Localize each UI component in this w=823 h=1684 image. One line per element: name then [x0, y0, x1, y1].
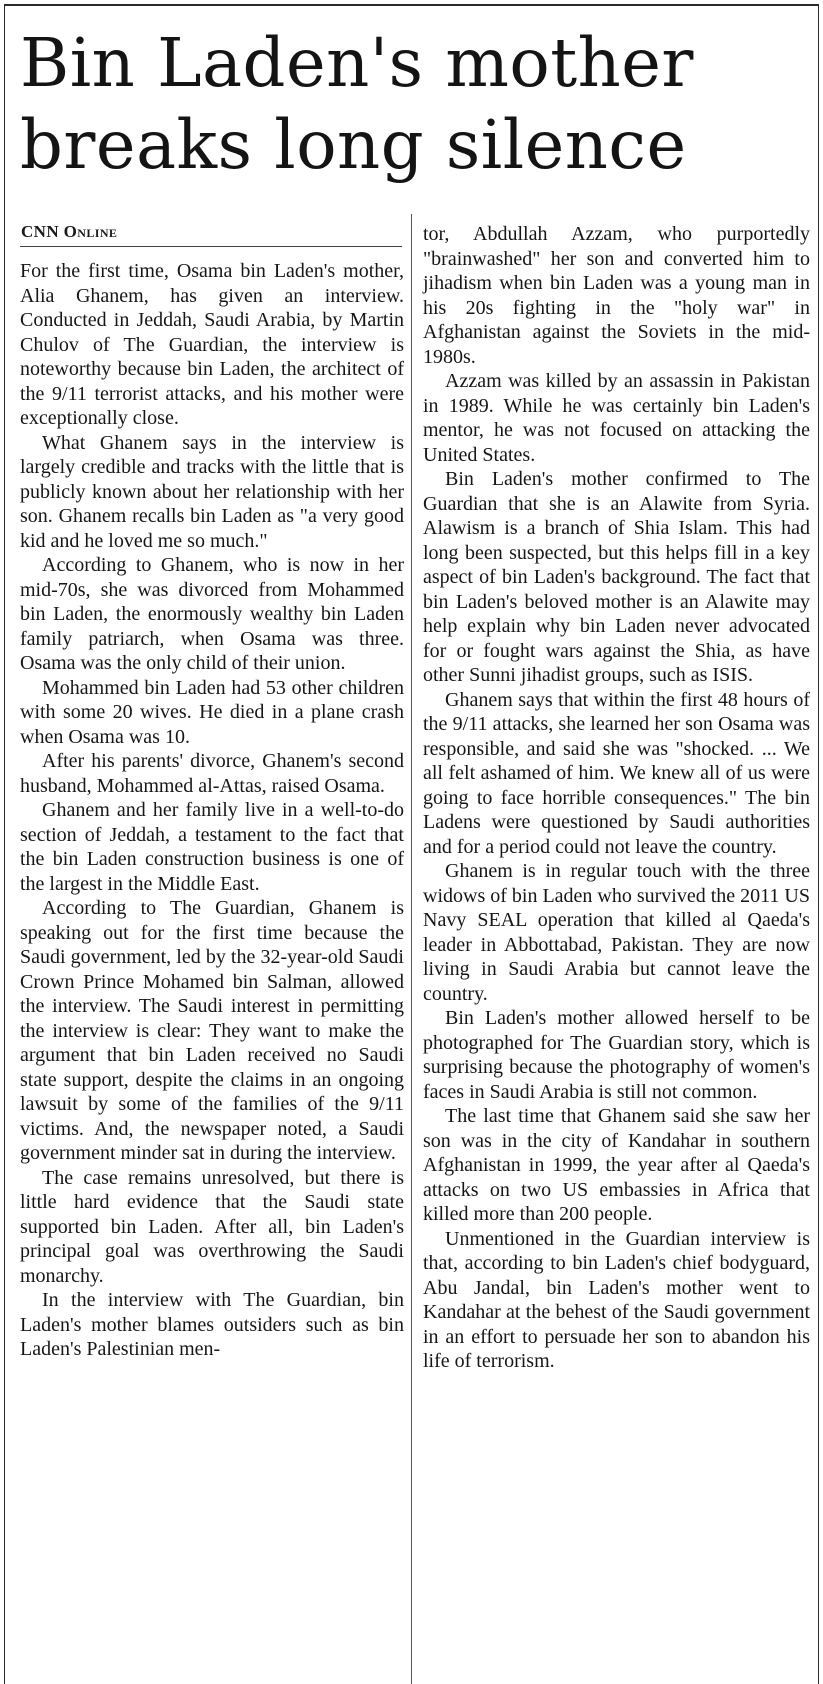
paragraph: In the interview with The Guardian, bin Laden's mother blames outsiders such as bin Laden's Palestinian men-: [20, 1289, 404, 1360]
article-source-byline: CNN Online: [21, 222, 118, 241]
article-headline: Bin Laden's mother breaks long silence: [20, 24, 694, 184]
paragraph: After his parents' divorce, Ghanem's second husband, Mohammed al-Attas, raised Osama.: [20, 750, 404, 797]
paragraph: What Ghanem says in the interview is largely credible and tracks with the little that is publicly known about her relationship with her son. Ghanem recalls bin Laden as "a very good kid and he loved me so much.": [20, 431, 404, 552]
paragraph: Bin Laden's mother confirmed to The Guardian that she is an Alawite from Syria. Alawism is a branch of Shia Islam. This had long been suspected, but this helps fill in a key aspect of bin Laden's background. The fact that bin Laden's beloved mother is an Alawite may help explain why bin Laden never advocated for or fought wars against the Shia, as have other Sunni jihadist groups, such as ISIS.: [423, 468, 810, 686]
column-divider: [411, 214, 412, 1684]
paragraph: Ghanem says that within the first 48 hours of the 9/11 attacks, she learned her son Osama was responsible, and said she was "shocked. ... We all felt ashamed of him. We knew all of us were going to face horrible consequences." The bin Ladens were questioned by Saudi authorities and for a period could not leave the country.: [423, 688, 810, 858]
paragraph: Bin Laden's mother allowed herself to be photographed for The Guardian story, which is surprising because the photography of women's faces in Saudi Arabia is still not common.: [423, 1007, 810, 1103]
paragraph: According to The Guardian, Ghanem is speaking out for the first time because the Saudi government, led by the 32-year-old Saudi Crown Prince Mohamed bin Salman, allowed the interview. The Saudi interest in permitting the interview is clear: They want to make the argument that bin Laden received no Saudi state support, despite the claims in an ongoing lawsuit by some of the families of the 9/11 victims. And, the newspaper noted, a Saudi government minder sat in during the interview.: [20, 897, 404, 1164]
paragraph: The case remains unresolved, but there is little hard evidence that the Saudi state supported bin Laden. After all, bin Laden's principal goal was overthrowing the Saudi monarchy.: [20, 1166, 404, 1287]
paragraph: Ghanem is in regular touch with the three widows of bin Laden who survived the 2011 US Navy SEAL operation that killed al Qaeda's leader in Abbottabad, Pakistan. They are now living in Saudi Arabia but cannot leave the country.: [423, 860, 810, 1005]
byline-rule: [20, 246, 402, 247]
article-column-right: [423, 222, 810, 1374]
paragraph: For the first time, Osama bin Laden's mother, Alia Ghanem, has given an interview. Conducted in Jeddah, Saudi Arabia, by Martin Chulov of The Guardian, the interview is noteworthy because bin Laden, the architect of the 9/11 terrorist attacks, and his mother were exceptionally close.: [20, 260, 404, 429]
paragraph: According to Ghanem, who is now in her mid-70s, she was divorced from Mohammed bin Laden, the enormously wealthy bin Laden family patriarch, when Osama was three. Osama was the only child of their union.: [20, 554, 404, 674]
paragraph: Azzam was killed by an assassin in Pakistan in 1989. While he was certainly bin Laden's mentor, he was not focused on attacking the United States.: [423, 370, 810, 466]
right-border-rule: [818, 4, 819, 1684]
article-column-left: [20, 259, 404, 1362]
top-border-rule: [4, 4, 819, 6]
paragraph: Unmentioned in the Guardian interview is that, according to bin Laden's chief bodyguard, Abu Jandal, bin Laden's mother went to Kandahar at the behest of the Saudi government in an effort to persuade her son to abandon his life of terrorism.: [423, 1227, 810, 1372]
paragraph-continued: tor, Abdullah Azzam, who purportedly "brainwashed" her son and converted him to jihadism when bin Laden was a young man in his 20s fighting in the "holy war" in Afghanistan against the Soviets in the mid-1980s.: [423, 223, 810, 368]
paragraph: Ghanem and her family live in a well-to-do section of Jeddah, a testament to the fact that the bin Laden construction business is one of the largest in the Middle East.: [20, 799, 404, 895]
paragraph: Mohammed bin Laden had 53 other children with some 20 wives. He died in a plane crash when Osama was 10.: [20, 676, 404, 748]
paragraph: The last time that Ghanem said she saw her son was in the city of Kandahar in southern Afghanistan in 1999, the year after al Qaeda's attacks on two US embassies in Africa that killed more than 200 people.: [423, 1105, 810, 1225]
left-border-rule: [4, 4, 5, 1684]
